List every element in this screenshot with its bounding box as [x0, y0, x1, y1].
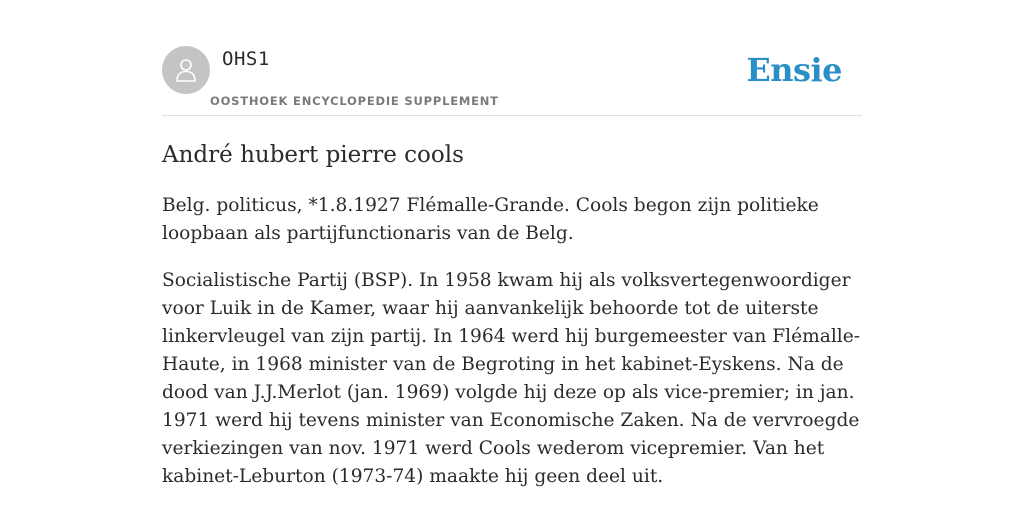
source-label[interactable]: OOSTHOEK ENCYCLOPEDIE SUPPLEMENT	[210, 94, 499, 108]
divider	[162, 115, 862, 116]
header	[162, 46, 862, 116]
brand-logo[interactable]: Ensie	[746, 51, 842, 89]
username-link[interactable]: OHS1	[222, 48, 270, 70]
article-title: André hubert pierre cools	[162, 142, 464, 168]
article-paragraph: Socialistische Partij (BSP). In 1958 kwam hij als volksvertegenwoordiger voor Luik in de Kamer, waar hij aanvankelijk behoorde tot de uiterste linkervleugel van zijn partij. In 1964 werd hij burgemeester van Flémalle-Haute, in 1968 minister van de Begroting in het kabinet-Eyskens. Na de dood van J.J.Merlot (jan. 1969) volgde hij deze op als vice-premier; in jan. 1971 werd hij tevens minister van Economische Zaken. Na de vervroegde verkiezingen van nov. 1971 werd Cools wederom vicepremier. Van het kabinet-Leburton (1973-74) maakte hij geen deel uit.	[162, 270, 861, 487]
avatar[interactable]	[162, 46, 210, 94]
article-paragraph: Belg. politicus, *1.8.1927 Flémalle-Grande. Cools begon zijn politieke loopbaan als partijfunctionaris van de Belg.	[162, 195, 819, 244]
user-icon	[172, 56, 200, 84]
